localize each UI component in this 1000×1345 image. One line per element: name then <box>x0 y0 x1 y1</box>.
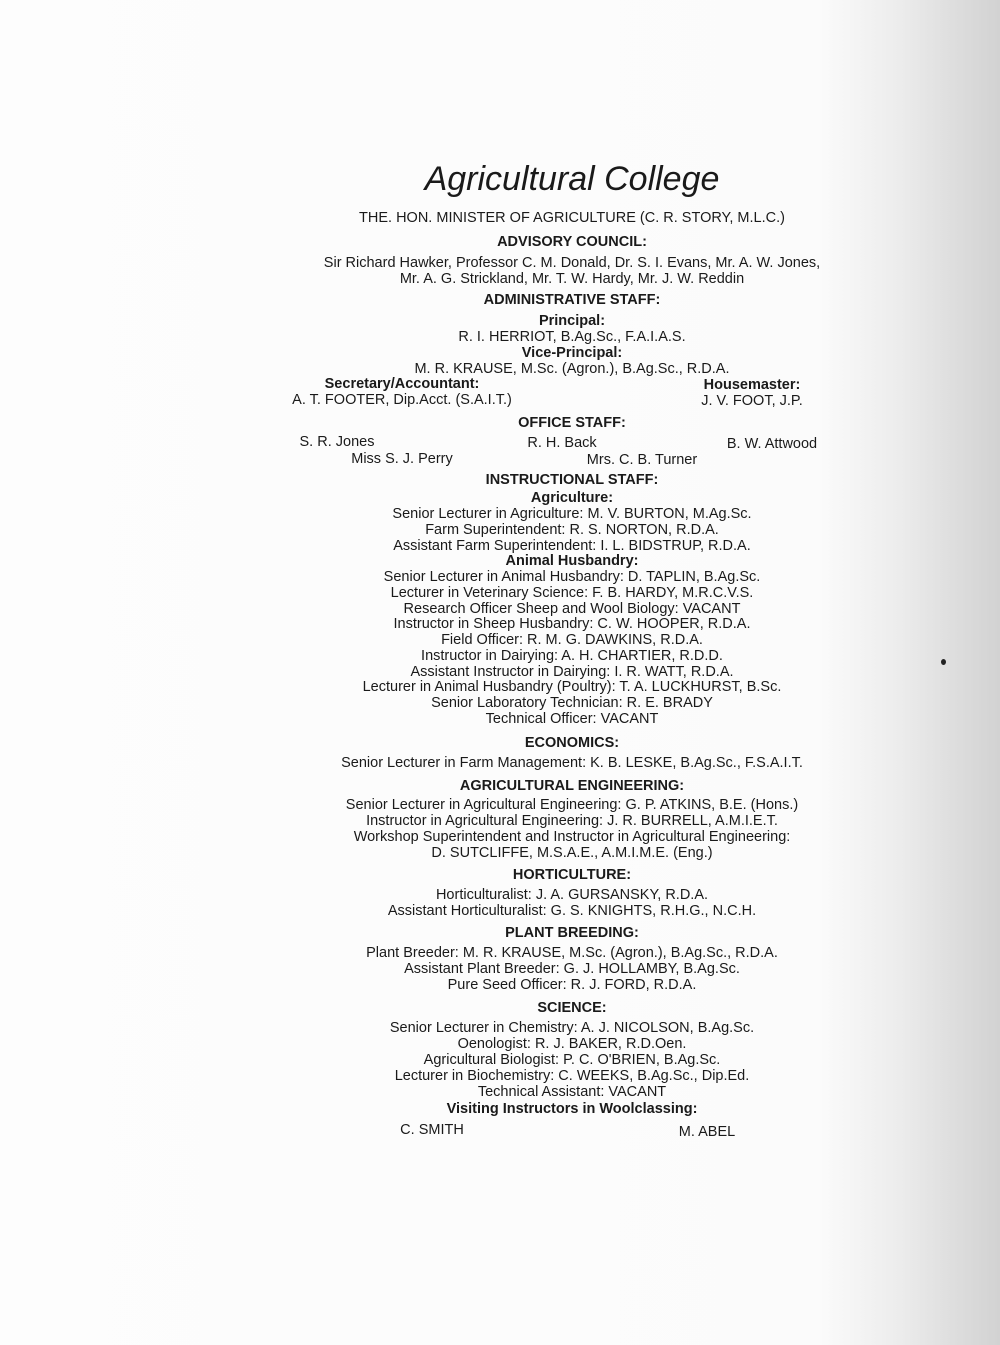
housemaster-name: J. V. FOOT, J.P. <box>701 393 803 409</box>
economics-heading: ECONOMICS: <box>524 735 620 751</box>
staff-line: Lecturer in Biochemistry: C. WEEKS, B.Ag.Sc., Dip.Ed. <box>394 1068 750 1084</box>
woolclassing-heading: Visiting Instructors in Woolclassing: <box>446 1101 698 1117</box>
staff-line: Lecturer in Veterinary Science: F. B. HARDY, M.R.C.V.S. <box>390 585 754 601</box>
woolclassing-instructor: C. SMITH <box>400 1122 464 1138</box>
staff-line: Oenologist: R. J. BAKER, R.D.Oen. <box>457 1036 687 1052</box>
advisory-heading: ADVISORY COUNCIL: <box>497 234 647 250</box>
staff-line: Horticulturalist: J. A. GURSANSKY, R.D.A. <box>435 887 709 903</box>
woolclassing-instructor: M. ABEL <box>678 1124 736 1140</box>
horticulture-heading: HORTICULTURE: <box>512 867 632 883</box>
staff-line: Pure Seed Officer: R. J. FORD, R.D.A. <box>447 977 697 993</box>
office-member: S. R. Jones <box>299 434 375 450</box>
principal-label: Principal: <box>538 313 606 329</box>
staff-line: Instructor in Agricultural Engineering: J. R. BURRELL, A.M.I.E.T. <box>366 813 778 829</box>
science-heading: SCIENCE: <box>537 1000 607 1016</box>
staff-line: Field Officer: R. M. G. DAWKINS, R.D.A. <box>441 632 703 648</box>
plant-breeding-heading: PLANT BREEDING: <box>505 925 639 941</box>
staff-line: Senior Lecturer in Farm Management: K. B. LESKE, B.Ag.Sc., F.S.A.I.T. <box>341 755 803 771</box>
office-member: R. H. Back <box>527 435 597 451</box>
staff-line: Senior Lecturer in Chemistry: A. J. NICOLSON, B.Ag.Sc. <box>389 1020 755 1036</box>
staff-line: Research Officer Sheep and Wool Biology: VACANT <box>403 601 741 617</box>
office-heading: OFFICE STAFF: <box>518 415 626 431</box>
advisory-line: Mr. A. G. Strickland, Mr. T. W. Hardy, Mr. J. W. Reddin <box>399 271 745 287</box>
staff-line: Technical Officer: VACANT <box>485 711 659 727</box>
staff-line: Senior Laboratory Technician: R. E. BRADY <box>431 695 713 711</box>
office-member: Miss S. J. Perry <box>351 451 453 467</box>
staff-line: Senior Lecturer in Animal Husbandry: D. TAPLIN, B.Ag.Sc. <box>383 569 761 585</box>
advisory-line: Sir Richard Hawker, Professor C. M. Donald, Dr. S. I. Evans, Mr. A. W. Jones, <box>323 255 821 271</box>
vice-label: Vice-Principal: <box>521 345 623 361</box>
staff-line: Plant Breeder: M. R. KRAUSE, M.Sc. (Agron.), B.Ag.Sc., R.D.A. <box>366 945 778 961</box>
staff-line: Senior Lecturer in Agriculture: M. V. BURTON, M.Ag.Sc. <box>392 506 752 522</box>
staff-line: Senior Lecturer in Agricultural Engineering: G. P. ATKINS, B.E. (Hons.) <box>345 797 799 813</box>
staff-line: Instructor in Dairying: A. H. CHARTIER, R.D.D. <box>421 648 723 664</box>
staff-line: Instructor in Sheep Husbandry: C. W. HOOPER, R.D.A. <box>393 616 751 632</box>
staff-line: Assistant Horticulturalist: G. S. KNIGHTS, R.H.G., N.C.H. <box>387 903 757 919</box>
secretary-label: Secretary/Accountant: <box>324 376 480 392</box>
instructional-heading: INSTRUCTIONAL STAFF: <box>485 472 659 488</box>
agriculture-label: Agriculture: <box>530 490 614 506</box>
staff-line: Assistant Farm Superintendent: I. L. BIDSTRUP, R.D.A. <box>393 538 751 554</box>
principal-name: R. I. HERRIOT, B.Ag.Sc., F.A.I.A.S. <box>458 329 686 345</box>
engineering-heading: AGRICULTURAL ENGINEERING: <box>459 778 685 794</box>
scan-speck <box>941 659 946 665</box>
page-title: Agricultural College <box>424 160 720 198</box>
vice-name: M. R. KRAUSE, M.Sc. (Agron.), B.Ag.Sc., R.D.A. <box>414 361 730 377</box>
secretary-name: A. T. FOOTER, Dip.Acct. (S.A.I.T.) <box>292 392 512 408</box>
staff-line: Technical Assistant: VACANT <box>477 1084 667 1100</box>
housemaster-label: Housemaster: <box>703 377 801 393</box>
admin-heading: ADMINISTRATIVE STAFF: <box>483 292 661 308</box>
office-member: Mrs. C. B. Turner <box>586 452 698 468</box>
staff-line: Assistant Instructor in Dairying: I. R. WATT, R.D.A. <box>410 664 734 680</box>
staff-line: Lecturer in Animal Husbandry (Poultry): T. A. LUCKHURST, B.Sc. <box>362 679 782 695</box>
staff-line: D. SUTCLIFFE, M.S.A.E., A.M.I.M.E. (Eng.) <box>431 845 713 861</box>
staff-line: Agricultural Biologist: P. C. O'BRIEN, B.Ag.Sc. <box>423 1052 721 1068</box>
staff-line: Assistant Plant Breeder: G. J. HOLLAMBY, B.Ag.Sc. <box>404 961 740 977</box>
minister-line: THE. HON. MINISTER OF AGRICULTURE (C. R. STORY, M.L.C.) <box>359 210 785 226</box>
staff-line: Workshop Superintendent and Instructor in Agricultural Engineering: <box>353 829 791 845</box>
animal-label: Animal Husbandry: <box>505 553 639 569</box>
office-member: B. W. Attwood <box>726 436 818 452</box>
staff-line: Farm Superintendent: R. S. NORTON, R.D.A. <box>425 522 719 538</box>
